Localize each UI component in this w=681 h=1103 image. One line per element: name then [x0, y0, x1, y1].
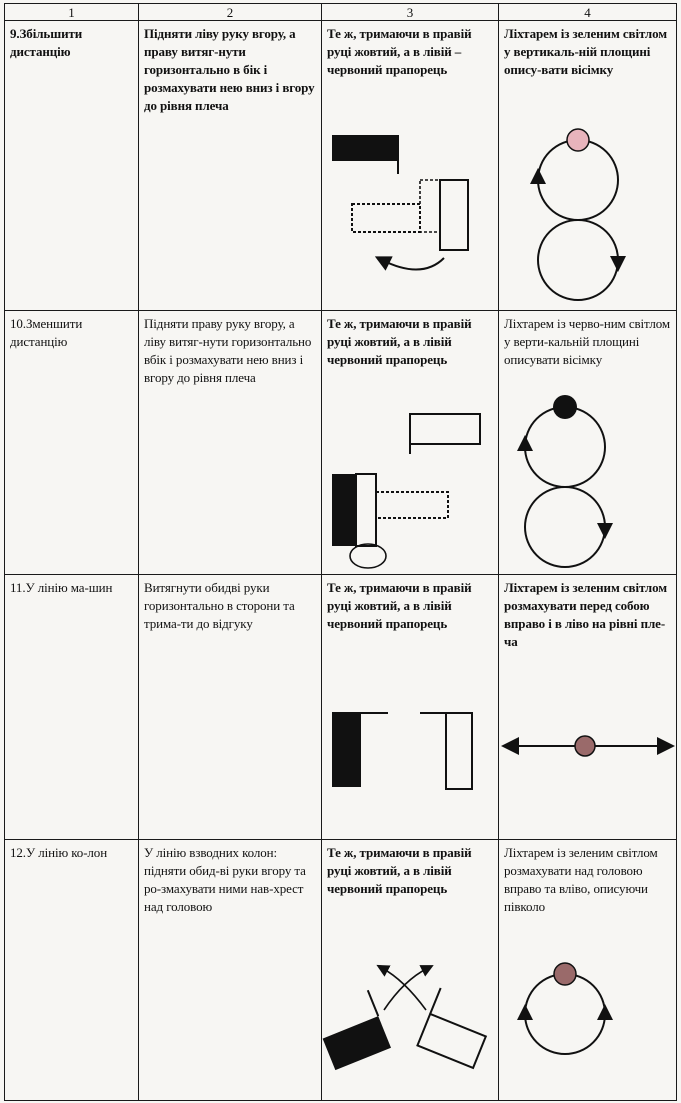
without-means-text: У лінію взводних колон: підняти обид-ві руки вгору та ро-змахувати ними нав-хрест над головою [144, 845, 306, 914]
signal-name: 12.У лінію ко-лон [10, 845, 108, 860]
signal-name: 11.У лінію ма-шин [10, 580, 113, 595]
signal-name: 10.Зменшити дистанцію [10, 316, 83, 349]
red-flag-icon [332, 713, 360, 787]
yellow-flag-raised-icon [440, 180, 468, 250]
without-means-cell [139, 840, 322, 1101]
flags-text: Те ж, тримаючи в правій руці жовтий, а в лівій червоний прапорець [327, 845, 472, 896]
lantern-cell [499, 840, 677, 1101]
red-flag-icon [312, 990, 391, 1070]
yellow-flag-dotted-vertical-icon [420, 180, 440, 232]
signal-cell [5, 840, 139, 1101]
yellow-flag-icon [417, 988, 496, 1068]
flags-cell [322, 21, 499, 311]
figure-eight-lower-loop [525, 487, 605, 567]
header-row [5, 4, 677, 21]
lantern-cell [499, 311, 677, 575]
table-row [5, 21, 677, 311]
flags-figure-line-of-vehicles [322, 679, 499, 839]
without-means-cell [139, 575, 322, 840]
red-flag-dotted-icon [376, 492, 448, 518]
without-means-cell [139, 311, 322, 575]
flags-figure-line-of-columns [322, 950, 499, 1100]
red-flag-icon [332, 474, 356, 546]
lantern-figure-eight-green [499, 110, 677, 310]
red-flag-icon [332, 135, 398, 161]
green-lantern-icon [554, 963, 576, 985]
green-lantern-icon [575, 736, 595, 756]
header-col-4: 4 [499, 4, 677, 21]
table-row [5, 575, 677, 840]
lantern-text: Ліхтарем із черво-ним світлом у верти-кальній площині описувати вісімку [504, 316, 670, 367]
header-col-3: 3 [322, 4, 499, 21]
header-col-2: 2 [139, 4, 322, 21]
lantern-cell [499, 21, 677, 311]
flags-cell [322, 840, 499, 1101]
flags-figure-increase-distance [322, 110, 499, 310]
figure-eight-lower-loop [538, 220, 618, 300]
flags-text: Те ж, тримаючи в правій руці жовтий, а в лівій червоний прапорець [327, 580, 472, 631]
swing-arrow-icon [382, 258, 444, 270]
flags-text: Те ж, тримаючи в правій руці жовтий, а в лівій червоний прапорець [327, 316, 472, 367]
without-means-text: Витягнути обидві руки горизонтально в сторони та трима-ти до відгуку [144, 580, 295, 631]
lantern-figure-semicircle [499, 950, 677, 1100]
without-means-text: Підняти праву руку вгору, а ліву витяг-нути горизонтально вбік і розмахувати нею вниз і вгору до рівня плеча [144, 316, 312, 385]
table-row [5, 840, 677, 1101]
lantern-figure-horizontal-swing [499, 679, 677, 839]
table-row [5, 311, 677, 575]
yellow-flag-raised-icon [410, 414, 480, 444]
red-flag-outline-icon [356, 474, 376, 546]
signals-table [4, 3, 677, 1101]
red-lantern-icon [553, 395, 577, 419]
signal-cell [5, 311, 139, 575]
flags-cell [322, 311, 499, 575]
flags-text: Те ж, тримаючи в правій руці жовтий, а в лівій – червоний прапорець [327, 26, 472, 77]
lantern-text: Ліхтарем із зеленим світлом розмахувати перед собою вправо і в ліво на рівні пле-ча [504, 580, 668, 649]
header-col-1: 1 [5, 4, 139, 21]
swing-circle-icon [350, 544, 386, 568]
yellow-flag-icon [446, 713, 472, 789]
signal-name: 9.Збільшити дистанцію [10, 26, 83, 59]
green-lantern-icon [567, 129, 589, 151]
lantern-cell [499, 575, 677, 840]
lantern-text: Ліхтарем із зеленим світлом розмахувати над головою вправо та вліво, описуючи півколо [504, 845, 658, 914]
flags-cell [322, 575, 499, 840]
flags-figure-decrease-distance [322, 394, 499, 574]
yellow-flag-dotted-icon [352, 204, 420, 232]
figure-eight-upper-loop [538, 140, 618, 220]
signal-cell [5, 21, 139, 311]
lantern-text: Ліхтарем із зеленим світлом у вертикаль-ній площині опису-вати вісімку [504, 26, 668, 77]
without-means-text: Підняти ліву руку вгору, а праву витяг-нути горизонтально в бік і розмахувати нею вниз і вгору до рівня плеча [144, 26, 315, 113]
signal-cell [5, 575, 139, 840]
semicircle-path [525, 974, 605, 1054]
without-means-cell [139, 21, 322, 311]
lantern-figure-eight-red [499, 389, 677, 574]
